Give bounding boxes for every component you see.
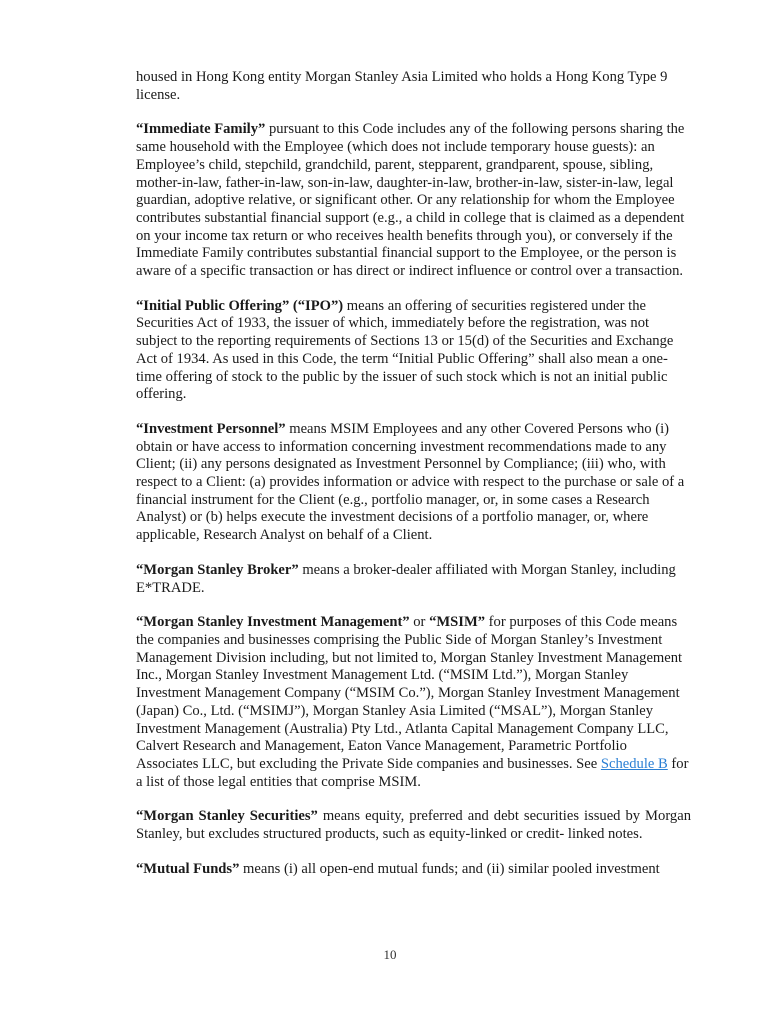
defined-term: “Morgan Stanley Securities”	[136, 808, 318, 825]
page-number: 10	[383, 947, 397, 962]
defined-term: “Morgan Stanley Broker”	[136, 561, 299, 578]
defined-term: “Morgan Stanley Investment Management”	[136, 614, 410, 631]
definition-text: means equity, preferred and debt securities issued by Morgan Stanley, but excludes structured products, such as equity-linked or credit- linked notes.	[136, 808, 691, 843]
definition-ms-broker	[136, 562, 691, 597]
definition-text: means a broker-dealer affiliated with Morgan Stanley, including E*TRADE.	[136, 561, 676, 596]
definition-immediate-family	[136, 121, 691, 280]
definition-ipo	[136, 298, 691, 404]
definition-text: pursuant to this Code includes any of the following persons sharing the same household with the Employee (which does not include temporary house guests): an Employee’s child, stepchild, grandchild, parent, stepparent, grandparent, spouse, sibling, mother-in-law, father-in-law, son-in-law, daughter-in-law, brother-in-law, sister-in-law, legal guardian, adoptive relative, or significant other. Or any relationship for whom the Employee contributes substantial financial support (e.g., a child in college that is claimed as a dependent on your income tax return or who receives health benefits through you), or conversely if the Immediate Family contributes substantial financial support to the Employee, or the person is aware of a specific transaction or has direct or indirect influence or control over a transaction.	[136, 121, 685, 280]
definition-text: for purposes of this Code means the companies and businesses comprising the Public Side of Morgan Stanley’s Investment Management Division including, but not limited to, Morgan Stanley Investment Management Inc., Morgan Stanley Investment Management Ltd. (“MSIM Ltd.”), Morgan Stanley Investment Management Company (“MSIM Co.”), Morgan Stanley Investment Management (Japan) Co., Ltd. (“MSIMJ”), Morgan Stanley Asia Limited (“MSAL”), Morgan Stanley Investment Management (Australia) Pty Ltd., Atlanta Capital Management Company LLC, Calvert Research and Management, Eaton Vance Management, Parametric Portfolio Associates LLC, but excluding the Private Side companies and businesses. See	[136, 614, 683, 772]
definition-text: means an offering of securities registered under the Securities Act of 1933, the issuer of which, immediately before the registration, was not subject to the reporting requirements of Sections 13 or 15(d) of the Securities and Exchange Act of 1934. As used in this Code, the term “Initial Public Offering” shall also mean a one-time offering of stock to the public by the issuer of such stock which is not an initial public offering.	[136, 297, 674, 403]
schedule-b-link[interactable]: Schedule B	[600, 755, 668, 772]
definition-investment-personnel	[136, 421, 691, 545]
definition-ms-securities	[136, 808, 691, 843]
continuation-paragraph	[136, 69, 691, 104]
document-body	[136, 69, 691, 895]
defined-term: “Mutual Funds”	[136, 860, 240, 877]
definition-text: means MSIM Employees and any other Covered Persons who (i) obtain or have access to information concerning investment recommendations made to any Client; (ii) any persons designated as Investment Personnel by Compliance; (iii) who, with respect to a Client: (a) provides information or advice with respect to the purchase or sale of a financial instrument for the Client (e.g., portfolio manager, or, in some cases a Research Analyst) or (b) helps execute the investment decisions of a portfolio manager, or, where applicable, Research Analyst on behalf of a Client.	[136, 420, 685, 544]
defined-term: “Initial Public Offering” (“IPO”)	[136, 297, 344, 314]
definition-text: means (i) all open-end mutual funds; and (ii) similar pooled investment	[239, 860, 660, 877]
defined-term: “MSIM”	[429, 614, 486, 631]
defined-term: “Investment Personnel”	[136, 420, 286, 437]
definition-msim	[136, 614, 691, 791]
definition-text: for a list of those legal entities that comprise MSIM.	[136, 755, 689, 790]
term-connector: or	[409, 614, 430, 631]
continuation-text: housed in Hong Kong entity Morgan Stanley Asia Limited who holds a Hong Kong Type 9 license.	[136, 69, 668, 103]
defined-term: “Immediate Family”	[136, 121, 266, 138]
definition-mutual-funds	[136, 861, 691, 879]
